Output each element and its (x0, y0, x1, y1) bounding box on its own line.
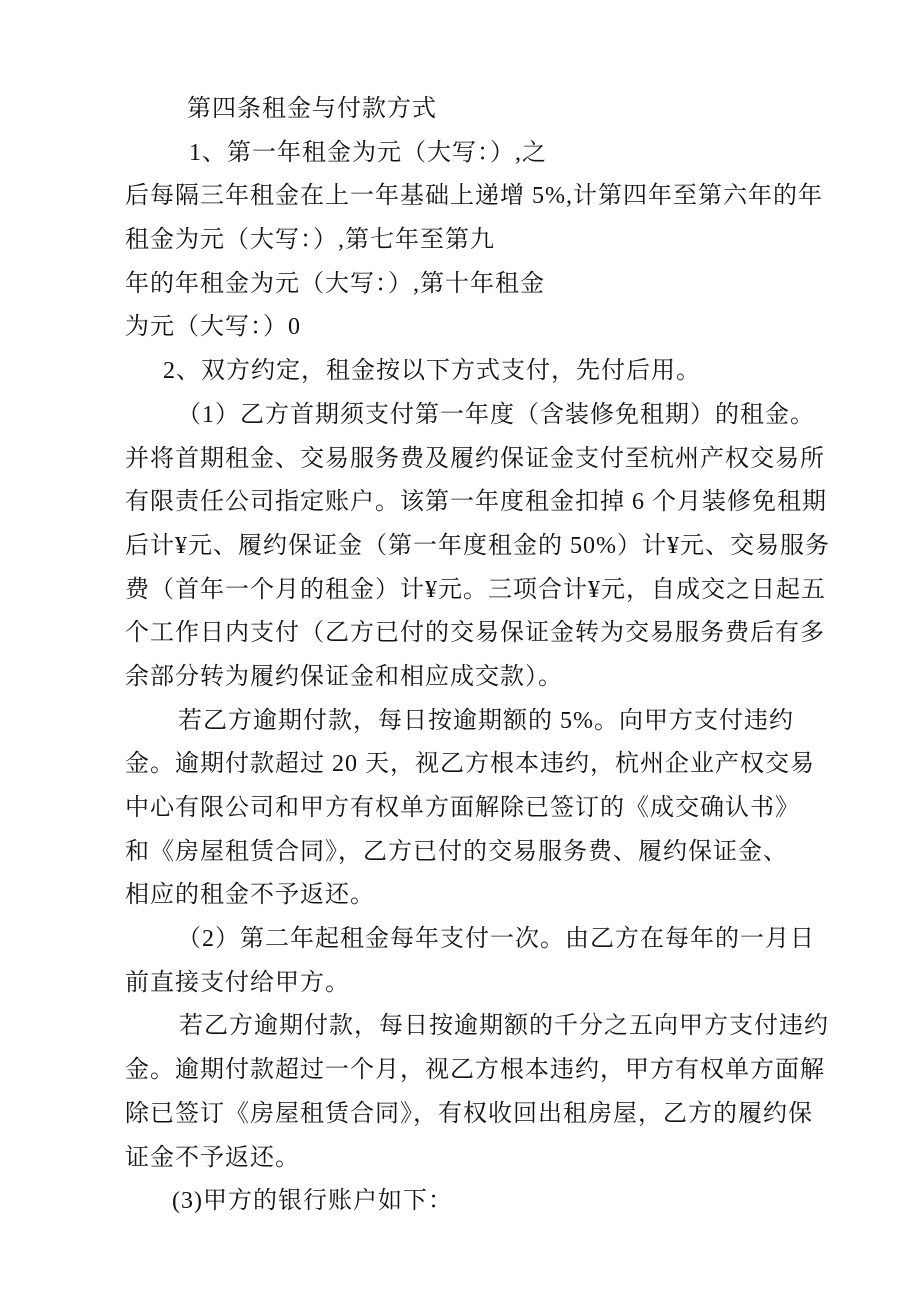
text-line: 和《房屋租赁合同》，乙方已付的交易服务费、履约保证金、 (125, 838, 788, 865)
text-line: 余部分转为履约保证金和相应成交款）。 (125, 663, 563, 690)
contract-body (125, 88, 830, 1224)
text-line: （2）第二年起租金每年支付一次。由乙方在每年的一月日 (177, 926, 815, 953)
text-line: 证金不予返还。 (125, 1144, 300, 1171)
text-line: 前直接支付给甲方。 (125, 969, 350, 996)
text-line: 金。逾期付款超过一个月，视乙方根本违约，甲方有权单方面解 (125, 1057, 825, 1084)
text-line: 为元（大写：）0 (125, 314, 301, 341)
text-line: 相应的租金不予返还。 (125, 882, 375, 909)
text-line: 1、第一年租金为元（大写：）,之 (189, 139, 547, 166)
text-line: (3)甲方的银行账户如下： (172, 1188, 453, 1215)
text-line: 中心有限公司和甲方有权单方面解除已签订的《成交确认书》 (125, 795, 800, 821)
text-line: 后每隔三年租金在上一年基础上递增 5%,计第四年至第六年的年 (125, 183, 823, 210)
text-line: 2、双方约定，租金按以下方式支付，先付后用。 (163, 358, 701, 385)
text-line: 除已签订《房屋租赁合同》，有权收回出租房屋，乙方的履约保 (125, 1100, 813, 1127)
text-line: 有限责任公司指定账户。该第一年度租金扣掉 6 个月装修免租期 (125, 489, 827, 516)
text-line: 并将首期租金、交易服务费及履约保证金支付至杭州产权交易所 (125, 445, 825, 472)
text-line: （1）乙方首期须支付第一年度（含装修免租期）的租金。 (177, 401, 815, 428)
text-line: 费（首年一个月的租金）计¥元。三项合计¥元，自成交之日起五 (125, 576, 826, 603)
text-line: 个工作日内支付（乙方已付的交易保证金转为交易服务费后有多 (125, 620, 825, 647)
text-line: 后计¥元、履约保证金（第一年度租金的 50%）计¥元、交易服务 (125, 532, 830, 559)
text-line: 若乙方逾期付款，每日按逾期额的千分之五向甲方支付违约 (179, 1013, 829, 1040)
text-line: 年的年租金为元（大写：）,第十年租金 (125, 270, 545, 297)
text-line: 第四条租金与付款方式 (187, 96, 437, 122)
text-line: 租金为元（大写：）,第七年至第九 (125, 227, 495, 254)
text-line: 金。逾期付款超过 20 天，视乙方根本违约，杭州企业产权交易 (125, 751, 815, 778)
text-line: 若乙方逾期付款，每日按逾期额的 5%。向甲方支付违约 (178, 707, 794, 734)
